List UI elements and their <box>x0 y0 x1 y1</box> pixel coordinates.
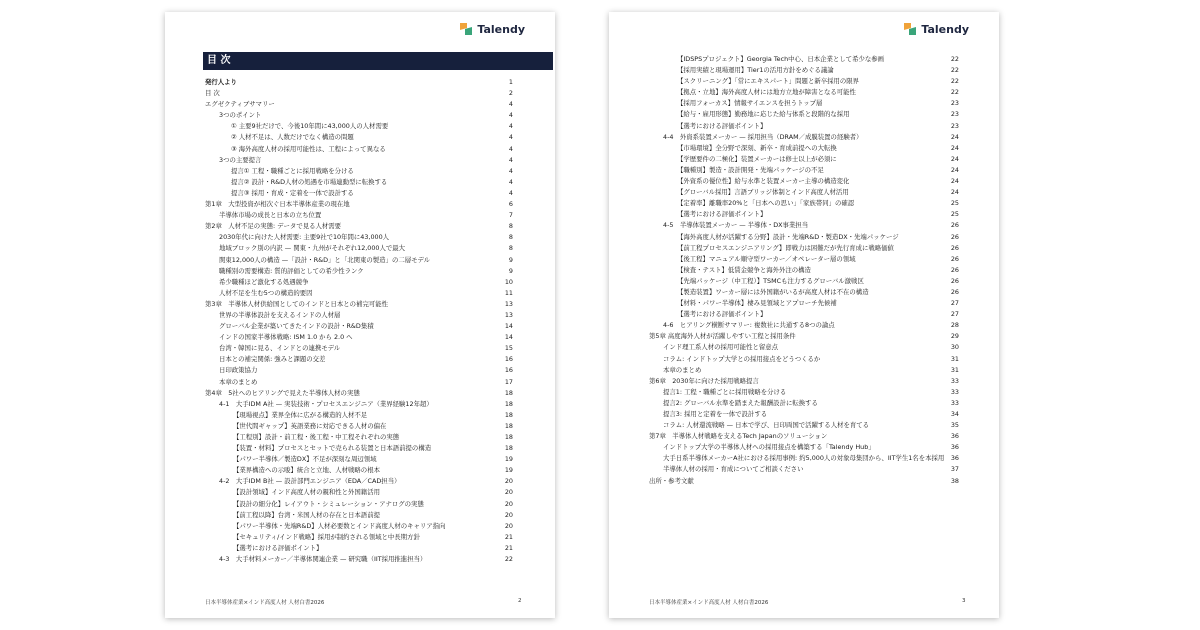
toc-entry-title: ① 主要9社だけで、今後10年間に43,000人の人材需要 <box>231 122 389 131</box>
toc-entry-page: 18 <box>504 388 513 397</box>
toc-entry-title: 日印政策協力 <box>219 366 258 375</box>
toc-entry-title: 提言① 工程・職種ごとに採用戦略を分ける <box>231 166 354 175</box>
toc-entry-page: 27 <box>950 299 959 308</box>
toc-entry[interactable] <box>649 132 959 143</box>
toc-entry-page: 24 <box>950 154 959 163</box>
toc-entry-title: 【学歴要件の二極化】装置メーカーは修士以上が必須に <box>677 154 837 163</box>
toc-entry-title: 出所・参考文献 <box>649 476 694 485</box>
toc-entry-title: 第5章 高度海外人材が活躍しやすい工程と採用条件 <box>649 332 796 341</box>
toc-entry-title: 【世代間ギャップ】英語業務に対応できる人材の偏在 <box>233 421 387 430</box>
toc-entry-page: 26 <box>950 287 959 296</box>
toc-entry-title: 日本との補完関係: 強みと課題の交差 <box>219 355 326 364</box>
toc-entry-title: 本章のまとめ <box>219 377 258 386</box>
toc-entry-page: 25 <box>950 210 959 219</box>
toc-entry-title: 【給与・雇用形態】勤務地に応じた給与体系と段階的な採用 <box>677 110 850 119</box>
toc-entry-title: 提言③ 採用・育成・定着を一体で設計する <box>231 188 354 197</box>
toc-entry[interactable] <box>205 243 513 254</box>
toc-entry[interactable] <box>205 410 513 421</box>
toc-entry[interactable] <box>649 431 959 442</box>
toc-entry[interactable] <box>649 320 959 331</box>
toc-entry-title: エグゼクティブサマリー <box>205 100 275 109</box>
toc-entry[interactable] <box>649 298 959 309</box>
toc-entry[interactable] <box>649 209 959 220</box>
toc-entry-page: 6 <box>508 200 513 209</box>
toc-entry-title: 【パワー半導体・先端R&D】人材必要数とインド高度人材のキャリア指向 <box>233 521 446 530</box>
toc-entry-title: 【採用実績と現場運用】Tier1の活用方針をめぐる議論 <box>677 66 834 75</box>
toc-entry[interactable] <box>649 87 959 98</box>
brand-logo <box>459 22 525 36</box>
toc-entry[interactable] <box>205 277 513 288</box>
toc-entry[interactable] <box>649 331 959 342</box>
toc-entry-page: 4 <box>508 177 513 186</box>
toc-entry[interactable] <box>205 255 513 266</box>
toc-entry-title: 【後工程】マニュアル順守型ワーカー／オペレーター層の領域 <box>677 254 856 263</box>
toc-entry-page: 4 <box>508 166 513 175</box>
brand-name: Talendy <box>477 22 525 36</box>
toc-entry-page: 19 <box>504 455 513 464</box>
toc-entry-title: 目 次 <box>205 89 220 98</box>
toc-entry[interactable] <box>205 377 513 388</box>
toc-entry-title: 希少職種ほど激化する処遇競争 <box>219 277 309 286</box>
toc-entry-title: 世界の半導体設計を支えるインドの人材層 <box>219 310 341 319</box>
toc-entry-title: ③ 海外高度人材の採用可能性は、工程によって異なる <box>231 144 386 153</box>
toc-entry[interactable] <box>649 54 959 65</box>
toc-entry-title: 関東12,000人の構造 —「設計・R&D」と「北関東の製造」の二層モデル <box>219 255 430 264</box>
toc-entry-title: 半導体市場の成長と日本の立ち位置 <box>219 211 322 220</box>
toc-entry-title: 大手日系半導体メーカーA社における採用事例: 約5,000人の対象母集団から、IIT学生1名を本採用 <box>663 454 945 463</box>
toc-entry-page: 18 <box>504 433 513 441</box>
toc-entry[interactable] <box>205 343 513 354</box>
brand-logo <box>903 22 969 36</box>
toc-entry[interactable] <box>649 376 959 387</box>
toc-entry-title: 提言1: 工程・職種ごとに採用戦略を分ける <box>663 387 787 396</box>
toc-entry-page: 23 <box>950 121 959 130</box>
toc-entry-title: 【外資系の優位性】給与水準と装置メーカー主導の構造変化 <box>677 177 850 186</box>
toc-entry[interactable] <box>205 266 513 277</box>
toc-entry[interactable] <box>649 387 959 398</box>
toc-entry[interactable] <box>205 310 513 321</box>
toc-entry-title: 【IDSPSプロジェクト】Georgia Tech中心、日本企業として希少な参画 <box>677 55 885 63</box>
toc-entry-page: 20 <box>504 477 513 486</box>
toc-entry[interactable] <box>649 76 959 87</box>
toc-entry[interactable] <box>205 110 513 121</box>
toc-entry-page: 8 <box>508 233 513 242</box>
toc-entry-page: 26 <box>950 276 959 285</box>
toc-entry-title: 【パワー半導体／製造DX】不足が深刻な周辺領域 <box>233 455 377 464</box>
toc-entry[interactable] <box>649 342 959 353</box>
toc-entry-page: 36 <box>950 454 959 463</box>
toc-entry[interactable] <box>205 121 513 132</box>
toc-entry-page: 37 <box>950 465 959 474</box>
toc-entry-title: 4-4 外資系装置メーカー — 採用担当（DRAM／成膜装置の経験者） <box>663 132 863 141</box>
toc-entry-page: 23 <box>950 110 959 119</box>
toc-entry[interactable] <box>649 409 959 420</box>
toc-entry-page: 14 <box>504 333 513 342</box>
toc-entry-title: 【製造装置】ワーカー層には外国籍がいるが高度人材は不在の構造 <box>677 287 869 296</box>
toc-entry-page: 18 <box>504 410 513 419</box>
toc-entry[interactable] <box>205 499 513 510</box>
toc-entry[interactable] <box>649 354 959 365</box>
toc-entry[interactable] <box>649 276 959 287</box>
toc-entry-page: 31 <box>950 365 959 374</box>
toc-entry[interactable] <box>205 321 513 332</box>
toc-entry-title: コラム: インドトップ大学との採用接点をどうつくるか <box>663 354 821 363</box>
toc-entry[interactable] <box>205 299 513 310</box>
toc-entry-page: 2 <box>508 89 513 98</box>
toc-entry-title: 【職種別】製造・設計開発・先端パッケージの不足 <box>677 165 824 174</box>
toc-entry-page: 27 <box>950 310 959 319</box>
toc-entry-page: 4 <box>508 122 513 131</box>
footer-page-number: 2 <box>518 598 522 604</box>
toc-entry[interactable] <box>205 77 513 88</box>
toc-entry-title: 【選考における評価ポイント】 <box>677 121 767 130</box>
toc-entry[interactable] <box>205 166 513 177</box>
toc-entry[interactable] <box>649 98 959 109</box>
toc-entry-title: 【現場視点】業界全体に広がる構造的人材不足 <box>233 410 368 419</box>
toc-entry-page: 13 <box>504 299 513 308</box>
toc-entry-title: 第7章 半導体人材戦略を支えるTech Japanのソリューション <box>649 432 828 441</box>
toc-entry-page: 14 <box>504 322 513 331</box>
toc-entry-page: 13 <box>504 310 513 319</box>
toc-entry-page: 20 <box>504 488 513 497</box>
toc-entry-page: 33 <box>950 376 959 385</box>
footer-page-number: 3 <box>962 598 966 604</box>
toc-entry-page: 22 <box>950 66 959 75</box>
toc-entry-page: 22 <box>950 77 959 86</box>
toc-entry-title: 第1章 大型投資が相次ぐ日本半導体産業の現在地 <box>205 200 350 209</box>
toc-entry-title: 【採用フォーカス】情報サイエンスを担うトップ層 <box>677 99 823 108</box>
toc-entry[interactable] <box>649 243 959 254</box>
footer-title: 日本半導体産業×インド高度人材 人材白書2026 <box>649 600 769 606</box>
toc-entry-title: 提言② 設計・R&D人材の処遇を市場連動型に転換する <box>231 177 388 186</box>
toc-entry-page: 1 <box>508 78 513 86</box>
toc-entry-title: 【選考における評価ポイント】 <box>677 210 767 219</box>
toc-entry[interactable] <box>649 187 959 198</box>
toc-entry[interactable] <box>205 221 513 232</box>
toc-entry-title: 4-5 半導体装置メーカー — 半導体・DX事業担当 <box>663 221 809 230</box>
toc-entry[interactable] <box>649 176 959 187</box>
document-page-right <box>609 12 999 618</box>
toc-entry-title: 第4章 5社へのヒアリングで見えた半導体人材の実態 <box>205 388 360 397</box>
toc-entry-page: 34 <box>950 410 959 418</box>
toc-entry[interactable] <box>205 532 513 543</box>
toc-entry[interactable] <box>205 332 513 343</box>
toc-entry-title: 【市場環境】全分野で深刻、新卒・育成前提への大転換 <box>677 143 837 152</box>
toc-entry-page: 10 <box>504 277 513 286</box>
toc-entry[interactable] <box>649 143 959 154</box>
toc-entry-title: 【検査・テスト】低賃金競争と海外外注の構造 <box>677 265 811 274</box>
toc-entry[interactable] <box>205 199 513 210</box>
toc-entry[interactable] <box>649 198 959 209</box>
toc-entry-page: 15 <box>504 344 513 353</box>
toc-entry[interactable] <box>205 554 513 565</box>
toc-entry-page: 19 <box>504 466 513 475</box>
toc-entry-title: インドトップ大学の半導体人材への採用接点を構築する「Talendy Hub」 <box>663 443 875 452</box>
toc-entry-title: 半導体人材の採用・育成についてご相談ください <box>663 465 804 474</box>
toc-entry-title: 第6章 2030年に向けた採用戦略提言 <box>649 376 759 385</box>
toc-entry[interactable] <box>205 476 513 487</box>
toc-entry-title: 人材不足を生む5つの構造的要因 <box>219 288 313 297</box>
toc-entry-page: 20 <box>504 510 513 519</box>
toc-entry-title: ② 人材不足は、人数だけでなく構造の問題 <box>231 133 354 142</box>
toc-entry-title: 【選考における評価ポイント】 <box>233 543 323 552</box>
toc-entry[interactable] <box>649 254 959 265</box>
toc-entry-page: 30 <box>950 343 959 352</box>
toc-entry-title: 【定着率】離職率20%と「日本への思い」「家族帯同」の確認 <box>677 199 855 208</box>
toc-entry-title: 地域ブロック別の内訳 — 関東・九州がそれぞれ12,000人で最大 <box>219 244 406 253</box>
toc-entry-page: 4 <box>508 111 513 120</box>
toc-entry-title: 本章のまとめ <box>663 365 702 374</box>
toc-entry-title: 4-2 大手IDM B社 — 設計部門エンジニア（EDA／CAD担当） <box>219 477 401 486</box>
toc-entry-title: グローバル企業が築いてきたインドの設計・R&D集積 <box>219 322 374 331</box>
toc-entry-title: 【スクリーニング】「常にエキスパート」問題と新卒採用の限界 <box>677 77 860 86</box>
toc-entry-title: 【前工程以降】台湾・米国人材の存在と日本語前提 <box>233 510 380 519</box>
toc-entry[interactable] <box>205 454 513 465</box>
toc-entry-title: 3つのポイント <box>219 111 262 120</box>
toc-entry[interactable] <box>649 232 959 243</box>
toc-entry-title: 【海外高度人材が活躍する分野】設計・先端R&D・製造DX・先端パッケージ <box>677 232 899 241</box>
toc-entry-page: 20 <box>504 521 513 530</box>
toc-entry-page: 24 <box>950 177 959 186</box>
toc-entry[interactable] <box>205 399 513 410</box>
toc-entry-page: 7 <box>508 211 513 220</box>
toc-entry-title: 【セキュリティ/インド戦略】採用が制約される領域と中長期方針 <box>233 532 420 541</box>
toc-entry-title: 【グローバル採用】言語ブリッジ体制とインド高度人材活用 <box>677 188 849 197</box>
toc-entry[interactable] <box>649 121 959 132</box>
toc-entry-title: 職種別の需要構造: 質的評価としての希少性ランク <box>219 266 364 275</box>
brand-name: Talendy <box>921 22 969 36</box>
toc-entry-page: 22 <box>504 555 513 564</box>
toc-entry-page: 23 <box>950 99 959 108</box>
toc-entry-page: 24 <box>950 188 959 197</box>
document-page-left <box>165 12 555 618</box>
toc-entry[interactable] <box>205 487 513 498</box>
toc-entry-title: コラム: 人材還流戦略 — 日本で学び、日印両国で活躍する人材を育てる <box>663 421 870 430</box>
toc-entry-page: 24 <box>950 132 959 141</box>
toc-entry-title: 【先端パッケージ（中工程）】TSMCも注力するグローバル激戦区 <box>677 276 864 285</box>
toc-entry[interactable] <box>649 165 959 176</box>
toc-entry[interactable] <box>205 155 513 166</box>
toc-entry-page: 21 <box>504 543 513 552</box>
toc-entry-page: 31 <box>950 354 959 363</box>
toc-entry-page: 11 <box>504 288 513 297</box>
toc-entry-title: 4-3 大手材料メーカー／半導体関連企業 — 研究職（IIT採用推進担当） <box>219 555 427 564</box>
toc-entry-title: 提言2: グローバル水準を踏まえた報酬設計に転換する <box>663 398 818 407</box>
toc-entry[interactable] <box>649 109 959 120</box>
toc-entry-page: 4 <box>508 144 513 153</box>
toc-entry-title: 【業界構造への示唆】統合と立地、人材戦略の根本 <box>233 466 380 475</box>
toc-entry[interactable] <box>649 265 959 276</box>
toc-entry-page: 21 <box>504 532 513 541</box>
toc-entry[interactable] <box>205 365 513 376</box>
toc-entry[interactable] <box>649 442 959 453</box>
page-footer <box>205 598 522 606</box>
toc-entry-page: 22 <box>950 55 959 63</box>
toc-entry-page: 4 <box>508 100 513 109</box>
toc-entry-page: 33 <box>950 387 959 396</box>
toc-list <box>649 54 959 487</box>
toc-entry[interactable] <box>205 177 513 188</box>
toc-entry[interactable] <box>649 398 959 409</box>
toc-entry-title: インドの国家半導体戦略: ISM 1.0 から 2.0 へ <box>219 333 353 342</box>
toc-entry[interactable] <box>649 365 959 376</box>
page-footer <box>649 598 966 606</box>
toc-heading: 目 次 <box>203 52 553 70</box>
toc-entry[interactable] <box>205 99 513 110</box>
toc-entry[interactable] <box>649 476 959 487</box>
toc-entry[interactable] <box>205 465 513 476</box>
toc-entry-page: 33 <box>950 398 959 407</box>
toc-entry-page: 17 <box>504 377 513 386</box>
toc-entry-page: 26 <box>950 265 959 274</box>
toc-entry-page: 16 <box>504 366 513 375</box>
toc-entry[interactable] <box>205 388 513 399</box>
toc-entry-page: 18 <box>504 399 513 408</box>
toc-entry-page: 8 <box>508 244 513 253</box>
toc-entry[interactable] <box>649 464 959 475</box>
toc-entry[interactable] <box>205 543 513 554</box>
toc-entry-title: 発行人より <box>205 78 237 86</box>
toc-entry[interactable] <box>205 288 513 299</box>
toc-entry-title: 提言3: 採用と定着を一体で設計する <box>663 410 768 418</box>
toc-entry-title: 【拠点・立地】海外高度人材には地方立地が障害となる可能性 <box>677 88 856 97</box>
toc-entry[interactable] <box>205 443 513 454</box>
talendy-logo-icon <box>459 22 473 36</box>
toc-entry[interactable] <box>205 232 513 243</box>
toc-entry-title: インド理工系人材の採用可能性と留意点 <box>663 343 779 352</box>
toc-entry[interactable] <box>649 453 959 464</box>
toc-entry-page: 4 <box>508 155 513 164</box>
toc-entry-page: 4 <box>508 188 513 197</box>
toc-entry-page: 29 <box>950 332 959 341</box>
toc-entry[interactable] <box>649 220 959 231</box>
toc-entry-page: 18 <box>504 421 513 430</box>
toc-entry-page: 8 <box>508 222 513 231</box>
toc-entry-title: 【材料・パワー半導体】棲み見領域とアプローチ先候補 <box>677 299 837 308</box>
toc-entry[interactable] <box>205 354 513 365</box>
toc-entry-page: 4 <box>508 133 513 142</box>
toc-entry-page: 26 <box>950 232 959 241</box>
toc-entry-title: 第3章 半導体人材供給国としてのインドと日本との補完可能性 <box>205 299 389 308</box>
toc-entry-page: 25 <box>950 199 959 208</box>
toc-entry-page: 26 <box>950 221 959 230</box>
toc-entry[interactable] <box>649 154 959 165</box>
toc-entry-page: 20 <box>504 499 513 508</box>
toc-entry[interactable] <box>649 309 959 320</box>
toc-entry[interactable] <box>205 132 513 143</box>
toc-entry[interactable] <box>205 188 513 199</box>
toc-entry-title: 4-6 ヒアリング横断サマリー: 複数社に共通する8つの論点 <box>663 321 835 330</box>
toc-entry-title: 3つの主要提言 <box>219 155 262 164</box>
footer-title: 日本半導体産業×インド高度人材 人材白書2026 <box>205 600 325 606</box>
toc-entry[interactable] <box>205 88 513 99</box>
toc-entry-title: 2030年代に向けた人材需要: 主要9社で10年間に43,000人 <box>219 233 390 242</box>
toc-entry-page: 16 <box>504 355 513 364</box>
toc-entry-title: 第2章 人材不足の実態: データで見る人材需要 <box>205 222 342 231</box>
toc-entry-page: 9 <box>508 266 513 275</box>
toc-entry-page: 26 <box>950 243 959 252</box>
toc-entry-title: 【選考における評価ポイント】 <box>677 310 767 319</box>
toc-entry-page: 9 <box>508 255 513 264</box>
toc-entry-page: 24 <box>950 143 959 152</box>
toc-entry-page: 36 <box>950 432 959 441</box>
toc-entry[interactable] <box>205 210 513 221</box>
toc-entry-title: 【設計の細分化】レイアウト・シミュレーション・アナログの実態 <box>233 499 424 508</box>
toc-entry-page: 38 <box>950 476 959 485</box>
toc-entry-title: 【前工程プロセスエンジニアリング】即戦力は困難だが先行育成に戦略価値 <box>677 243 894 252</box>
toc-entry-title: 【装置・材料】プロセスとセットで売られる装置と日本語前提の構造 <box>233 444 432 453</box>
toc-entry-title: 4-1 大手IDM A社 — 実装技術・プロセスエンジニア（業界経験12年超） <box>219 399 433 408</box>
toc-entry-title: 【設計領域】インド高度人材の親和性と外国籍活用 <box>233 488 380 497</box>
toc-entry[interactable] <box>205 521 513 532</box>
toc-entry[interactable] <box>649 420 959 431</box>
toc-entry-page: 22 <box>950 88 959 97</box>
toc-entry-page: 18 <box>504 444 513 453</box>
toc-entry-title: 台湾・韓国に見る、インドとの連携モデル <box>219 344 341 353</box>
talendy-logo-icon <box>903 22 917 36</box>
toc-list <box>205 77 513 565</box>
toc-entry-page: 28 <box>950 321 959 330</box>
toc-entry[interactable] <box>205 432 513 443</box>
toc-entry-page: 26 <box>950 254 959 263</box>
toc-entry[interactable] <box>649 287 959 298</box>
toc-entry-page: 36 <box>950 443 959 452</box>
toc-entry-title: 【工程別】設計・前工程・後工程・中工程それぞれの実態 <box>233 433 400 441</box>
toc-entry-page: 24 <box>950 165 959 174</box>
toc-entry-page: 35 <box>950 421 959 430</box>
toc-entry[interactable] <box>649 65 959 76</box>
toc-entry[interactable] <box>205 510 513 521</box>
toc-entry[interactable] <box>205 421 513 432</box>
toc-entry[interactable] <box>205 144 513 155</box>
